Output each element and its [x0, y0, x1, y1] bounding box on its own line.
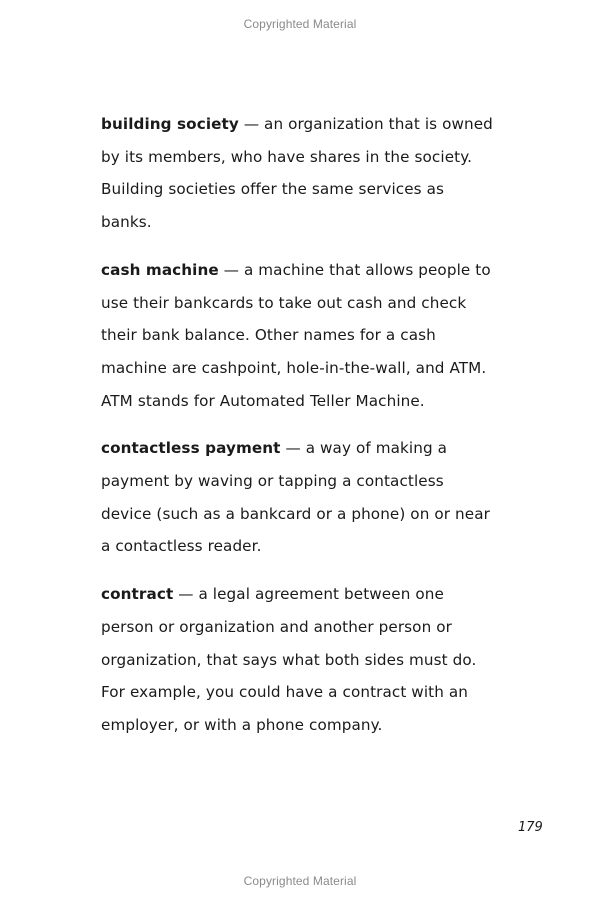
- glossary-definition: — a legal agreement between one person or organization and another person or organization, that says what both sides must do. For example, you could have a contract with an employer, or with a phone company.: [101, 585, 477, 734]
- glossary-term: cash machine: [101, 260, 219, 279]
- glossary-term: building society: [101, 115, 239, 133]
- glossary-definition: — a way of making a payment by waving or tapping a contactless device (such as a bankcard or a phone) on or near a contactless reader.: [101, 439, 490, 556]
- glossary-entry-contactless-payment: [101, 432, 493, 563]
- glossary-entries: [101, 108, 493, 757]
- copyright-watermark-top: Copyrighted Material: [243, 17, 357, 31]
- glossary-entry-cash-machine: [101, 254, 493, 418]
- glossary-definition: — an organization that is owned by its members, who have shares in the society. Building societies offer the same services as banks.: [101, 115, 493, 232]
- glossary-term: contract: [101, 585, 174, 604]
- glossary-definition: — a machine that allows people to use their bankcards to take out cash and check their bank balance. Other names for a cash machine are cashpoint, hole-in-the-wall, and ATM. ATM stands for Automated Teller Machine.: [101, 260, 491, 410]
- glossary-entry-contract: [101, 578, 493, 742]
- page-number: 179: [518, 820, 543, 835]
- glossary-entry-building-society: [101, 108, 493, 239]
- glossary-term: contactless payment: [101, 439, 281, 458]
- copyright-watermark-bottom: Copyrighted Material: [243, 874, 357, 888]
